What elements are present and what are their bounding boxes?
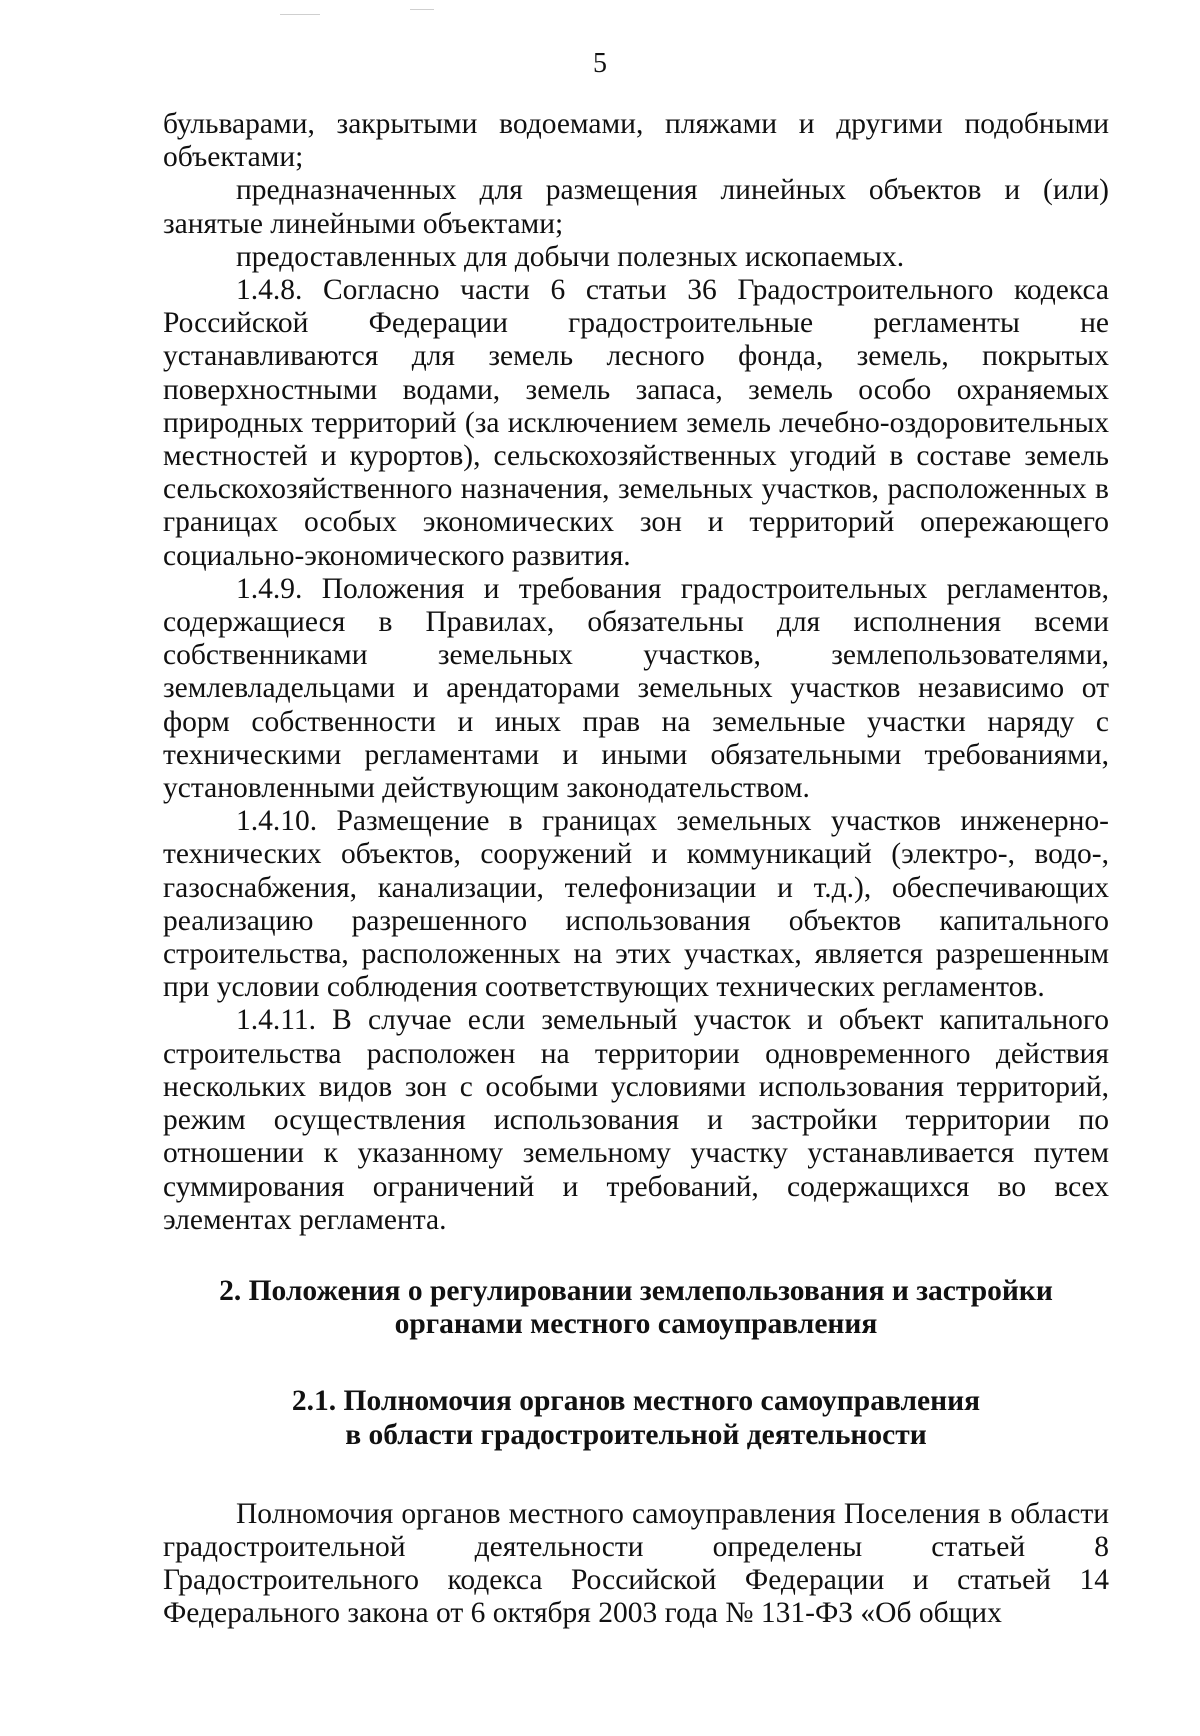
page-number: 5 [593, 48, 607, 79]
subsection-heading-line: 2.1. Полномочия органов местного самоуправления [291, 1385, 981, 1418]
paragraph-powers: Полномочия органов местного самоуправления Поселения в области градостроительной деятельности определены статьей 8 Градостроительного кодекса Российской Федерации и статьей 14 Федерального закона от 6 октября 2003 года № 131-ФЗ «Об общих [163, 1497, 1109, 1630]
paragraph: предназначенных для размещения линейных объектов и (или) занятые линейными объектами; [163, 174, 1109, 240]
subsection-heading [163, 1385, 1109, 1451]
paragraph-1-4-9: 1.4.9. Положения и требования градостроительных регламентов, содержащиеся в Правилах, обязательны для исполнения всеми собственниками земельных участков, землепользователями, землевладельцами и арендаторами земельных участков независимо от форм собственности и иных прав на земельные участки наряду с техническими регламентами и иными обязательными требованиями, установленными действующим законодательством. [163, 572, 1109, 805]
document-body [163, 108, 1109, 1631]
scan-artifact [280, 14, 320, 15]
paragraph-1-4-10: 1.4.10. Размещение в границах земельных участков инженерно-технических объектов, сооружений и коммуникаций (электро-, водо-, газоснабжения, канализации, телефонизации и т.д.), обеспечивающих реализацию разрешенного использования объектов капитального строительства, расположенных на этих участках, является разрешенным при условии соблюдения соответствующих технических регламентов. [163, 805, 1109, 1004]
section-heading-line: 2. Положения о регулировании землепользования и застройки [219, 1274, 1053, 1307]
paragraph-1-4-11: 1.4.11. В случае если земельный участок и объект капитального строительства расположен на территории одновременного действия нескольких видов зон с особыми условиями использования территорий, режим осуществления использования и застройки территории по отношении к указанному земельному участку устанавливается путем суммирования ограничений и требований, содержащихся во всех элементах регламента. [163, 1004, 1109, 1236]
subsection-heading-line: в области градостроительной деятельности [345, 1418, 927, 1451]
scan-artifact [410, 9, 434, 10]
paragraph-1-4-8: 1.4.8. Согласно части 6 статьи 36 Градостроительного кодекса Российской Федерации градостроительные регламенты не устанавливаются для земель лесного фонда, земель, покрытых поверхностными водами, земель запаса, земель особо охраняемых природных территорий (за исключением земель лечебно-оздоровительных местностей и курортов), сельскохозяйственных угодий в составе земель сельскохозяйственного назначения, земельных участков, расположенных в границах особых экономических зон и территорий опережающего социально-экономического развития. [163, 274, 1109, 572]
paragraph: предоставленных для добычи полезных ископаемых. [236, 240, 905, 273]
section-heading [163, 1275, 1109, 1341]
paragraph: бульварами, закрытыми водоемами, пляжами и другими подобными объектами; [163, 108, 1109, 174]
section-heading-line: органами местного самоуправления [394, 1308, 878, 1341]
